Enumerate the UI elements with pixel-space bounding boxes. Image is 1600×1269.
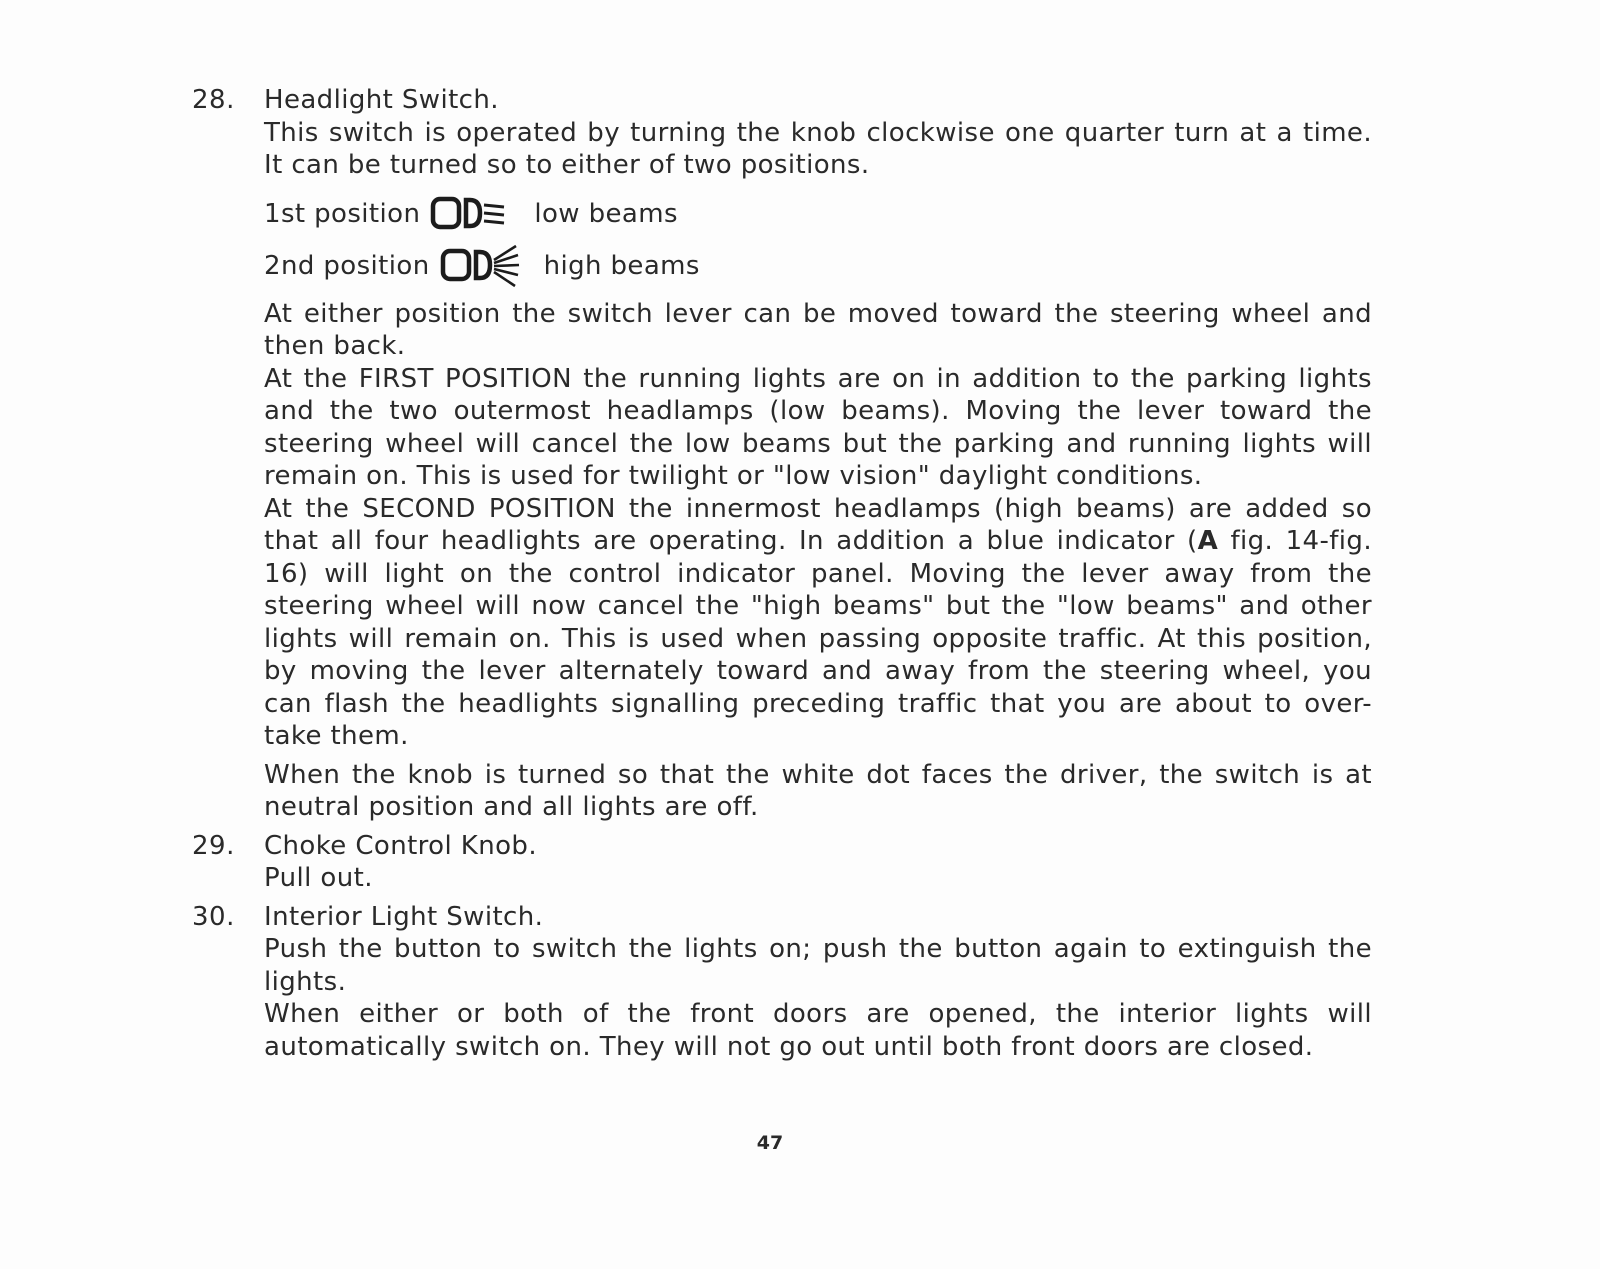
item-number: 29. (192, 830, 235, 861)
page-content (192, 84, 1372, 1063)
item-paragraph: When the knob is turned so that the white dot faces the driver, the switch is at neutral position and all lights are off. (264, 759, 1372, 822)
page-number: 47 (756, 1132, 784, 1154)
item-number: 30. (192, 901, 235, 932)
item-29 (192, 830, 1372, 895)
low-beam-icon (430, 194, 522, 234)
item-28 (192, 84, 1372, 824)
item-paragraph (264, 493, 1372, 753)
item-title: Interior Light Switch. (264, 901, 544, 932)
position-description: high beams (543, 250, 700, 281)
position-label: 1st position (264, 198, 421, 229)
position-description: low beams (534, 198, 678, 229)
item-body (264, 830, 1372, 895)
item-body (264, 901, 1372, 1064)
item-paragraph: When either or both of the front doors are opened, the interior lights will automatically switch on. They will not go out until both front doors are closed. (264, 999, 1372, 1062)
position-row-2 (264, 242, 1372, 290)
item-paragraph: At either position the switch lever can be moved toward the steering wheel and then back. (264, 298, 1372, 361)
item-paragraph: Push the button to switch the lights on; push the button again to extinguish the lights. (264, 934, 1372, 997)
item-number: 28. (192, 85, 235, 115)
high-beam-icon (440, 242, 532, 290)
paragraph-text: fig. 14-fig. 16) will light on the control indicator panel. Moving the lever away from the steering wheel will now cancel the "high beams" but the "low beams" and other lights will remain on. This is used when passing opposite traffic. At this position, by moving the lever alternately toward and away from the steering wheel, you can flash the headlights signalling preceding traffic that you are about to over-take them. (264, 526, 1372, 751)
figure-reference: A (1197, 526, 1219, 556)
position-row-1 (264, 190, 1372, 238)
item-body (264, 84, 1372, 824)
paragraph-text: At the SECOND POSITION the innermost headlamps (high beams) are added so that all four headlights are operating. In addition a blue indicator ( (264, 493, 1372, 556)
item-30 (192, 901, 1372, 1064)
item-title: Headlight Switch. (264, 85, 499, 115)
item-title: Choke Control Knob. (264, 830, 537, 861)
position-label: 2nd position (264, 250, 430, 281)
item-paragraph: This switch is operated by turning the knob clockwise one quarter turn at a time. It can be turned so to either of two positions. (264, 117, 1372, 180)
item-paragraph: Pull out. (264, 863, 373, 893)
item-paragraph: At the FIRST POSITION the running lights are on in addition to the parking lights and the two outermost headlamps (low beams). Moving the lever toward the steering wheel will cancel the low beams but the parking and running lights will remain on. This is used for twilight or "low vision" daylight conditions. (264, 363, 1372, 491)
